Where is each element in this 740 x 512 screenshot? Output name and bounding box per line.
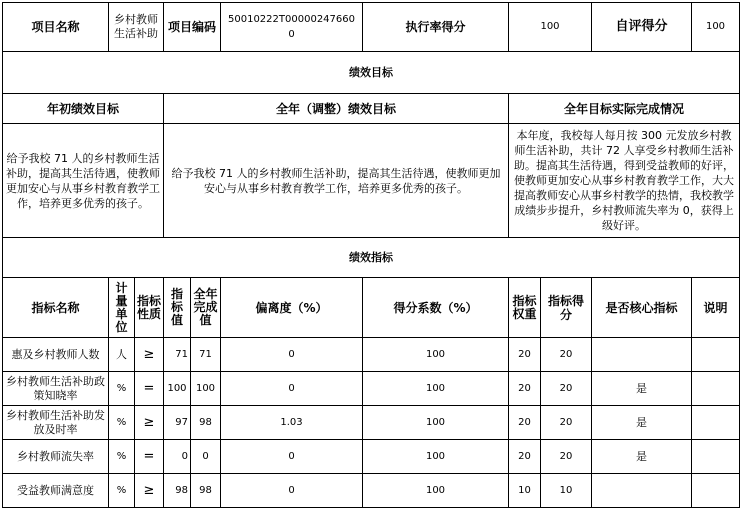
col-indicator-name: 指标名称 — [3, 278, 109, 338]
exec-rate-label: 执行率得分 — [363, 3, 509, 52]
indicator-deviation: 1.03 — [221, 406, 363, 440]
col-weight: 指标权重 — [509, 278, 541, 338]
col-value: 指标值 — [164, 278, 191, 338]
indicator-header-row — [3, 278, 740, 338]
col-actual: 全年完成值 — [191, 278, 221, 338]
indicator-note — [692, 338, 740, 372]
indicator-weight: 20 — [509, 372, 541, 406]
indicator-actual: 98 — [191, 406, 221, 440]
indicator-deviation: 0 — [221, 474, 363, 508]
indicator-unit: 人 — [109, 338, 135, 372]
indicator-core: 是 — [592, 372, 692, 406]
col-deviation: 偏离度（%） — [221, 278, 363, 338]
indicator-nature: = — [135, 440, 164, 474]
self-score-label: 自评得分 — [592, 3, 692, 52]
col-core: 是否核心指标 — [592, 278, 692, 338]
col-coef: 得分系数（%） — [363, 278, 509, 338]
indicator-note — [692, 372, 740, 406]
table-row — [3, 474, 740, 508]
indicator-note — [692, 440, 740, 474]
indicator-score: 10 — [541, 474, 592, 508]
header-row — [3, 3, 740, 52]
indicator-value: 98 — [164, 474, 191, 508]
indicator-name: 受益教师满意度 — [3, 474, 109, 508]
indicator-name: 乡村教师生活补助发放及时率 — [3, 406, 109, 440]
indicator-name: 乡村教师流失率 — [3, 440, 109, 474]
indicator-note — [692, 474, 740, 508]
indicator-coef: 100 — [363, 372, 509, 406]
project-name-label: 项目名称 — [3, 3, 109, 52]
indicator-score: 20 — [541, 406, 592, 440]
table-row — [3, 338, 740, 372]
indicator-nature: ≥ — [135, 338, 164, 372]
indicator-unit: % — [109, 474, 135, 508]
initial-goal-header: 年初绩效目标 — [3, 94, 164, 124]
col-nature: 指标性质 — [135, 278, 164, 338]
indicator-weight: 20 — [509, 406, 541, 440]
actual-completion-text: 本年度，我校每人每月按 300 元发放乡村教师生活补助，共计 72 人享受乡村教师生活补助。提高其生活待遇，得到受益教师的好评，使教师更加安心从事乡村教育教学工作，大大提高教师安心从事乡村教学的热情，我校教学成绩步步提升，乡村教师流失率为 0，获得上级好评。 — [509, 124, 740, 238]
indicator-actual: 100 — [191, 372, 221, 406]
indicator-actual: 98 — [191, 474, 221, 508]
indicators-section-title: 绩效指标 — [3, 238, 740, 278]
adjusted-goal-header: 全年（调整）绩效目标 — [164, 94, 509, 124]
indicator-deviation: 0 — [221, 338, 363, 372]
project-name-value: 乡村教师生活补助 — [109, 3, 164, 52]
indicator-nature: ≥ — [135, 474, 164, 508]
project-code-value: 50010222T000002476600 — [228, 14, 355, 40]
goals-section-title: 绩效目标 — [3, 52, 740, 94]
indicator-value: 97 — [164, 406, 191, 440]
indicator-value: 0 — [164, 440, 191, 474]
indicator-actual: 0 — [191, 440, 221, 474]
indicator-score: 20 — [541, 338, 592, 372]
table-row — [3, 440, 740, 474]
col-score: 指标得分 — [541, 278, 592, 338]
evaluation-table — [2, 2, 740, 508]
indicator-coef: 100 — [363, 440, 509, 474]
indicator-nature: ≥ — [135, 406, 164, 440]
indicator-weight: 10 — [509, 474, 541, 508]
indicator-coef: 100 — [363, 338, 509, 372]
indicator-deviation: 0 — [221, 440, 363, 474]
col-note: 说明 — [692, 278, 740, 338]
indicator-name: 乡村教师生活补助政策知晓率 — [3, 372, 109, 406]
indicator-unit: % — [109, 372, 135, 406]
col-unit: 计量单位 — [109, 278, 135, 338]
project-code-label: 项目编码 — [164, 3, 221, 51]
self-score-value: 100 — [692, 3, 740, 52]
indicator-deviation: 0 — [221, 372, 363, 406]
adjusted-goal-text: 给予我校 71 人的乡村教师生活补助，提高其生活待遇，使教师更加安心与从事乡村教育教学工作，培养更多优秀的孩子。 — [164, 124, 509, 238]
indicator-core — [592, 474, 692, 508]
table-row — [3, 372, 740, 406]
indicator-value: 100 — [164, 372, 191, 406]
indicator-note — [692, 406, 740, 440]
indicator-unit: % — [109, 406, 135, 440]
indicator-value: 71 — [164, 338, 191, 372]
indicator-actual: 71 — [191, 338, 221, 372]
indicator-unit: % — [109, 440, 135, 474]
actual-completion-header: 全年目标实际完成情况 — [509, 94, 740, 124]
indicator-core: 是 — [592, 406, 692, 440]
table-row — [3, 406, 740, 440]
indicator-name: 惠及乡村教师人数 — [3, 338, 109, 372]
indicator-score: 20 — [541, 440, 592, 474]
initial-goal-text: 给予我校 71 人的乡村教师生活补助，提高其生活待遇，使教师更加安心与从事乡村教育教学工作，培养更多优秀的孩子。 — [3, 124, 164, 238]
indicator-weight: 20 — [509, 338, 541, 372]
indicator-score: 20 — [541, 372, 592, 406]
indicator-core: 是 — [592, 440, 692, 474]
indicator-weight: 20 — [509, 440, 541, 474]
indicator-coef: 100 — [363, 474, 509, 508]
indicator-coef: 100 — [363, 406, 509, 440]
indicator-core — [592, 338, 692, 372]
indicator-nature: = — [135, 372, 164, 406]
exec-rate-value: 100 — [509, 3, 592, 52]
